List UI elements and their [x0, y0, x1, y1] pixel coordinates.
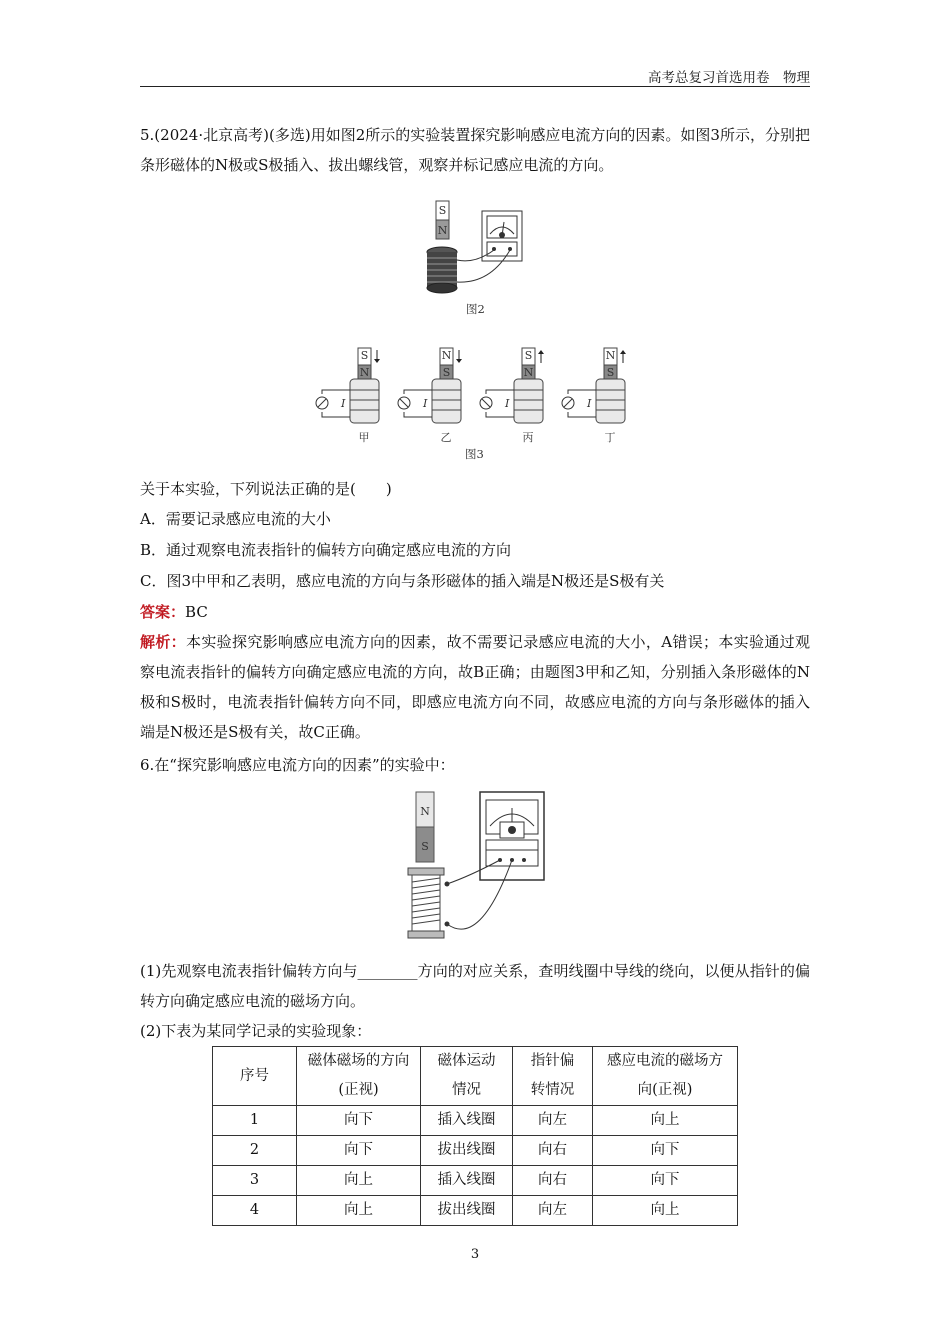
fig3-panel-label: 丙 — [522, 431, 534, 444]
figure-3-panels — [308, 343, 648, 449]
fig2-pole-top: S — [438, 204, 447, 217]
page-number: 3 — [470, 1247, 480, 1262]
fig3-pole: S — [442, 366, 451, 379]
table-cell: 向上 — [297, 1196, 421, 1226]
table-cell: 2 — [213, 1136, 297, 1166]
fig2-pole-bottom: N — [437, 224, 448, 237]
answer-label: 答案： — [140, 603, 186, 621]
table-cell: 向右 — [513, 1136, 593, 1166]
table-header-cell: 感应电流的磁场方向(正视) — [593, 1047, 738, 1106]
fig3-panel-label: 甲 — [358, 431, 370, 444]
table-header-cell: 磁体磁场的方向(正视) — [297, 1047, 421, 1106]
table-cell: 向上 — [593, 1196, 738, 1226]
table-cell: 向右 — [513, 1166, 593, 1196]
q5-option-c: C．图3中甲和乙表明，感应电流的方向与条形磁体的插入端是N极还是S极有关 — [140, 572, 665, 590]
table-header-cell: 序号 — [213, 1047, 297, 1106]
figure-3-caption: 图3 — [465, 447, 484, 461]
fig3-pole: N — [605, 349, 616, 362]
table-header-cell: 磁体运动情况 — [421, 1047, 513, 1106]
q5-analysis — [140, 627, 810, 747]
q6-pole-top: N — [420, 805, 430, 818]
fig3-panel-ding — [562, 348, 626, 444]
table-cell: 向上 — [297, 1166, 421, 1196]
header-rule — [140, 86, 810, 87]
table-cell: 向左 — [513, 1106, 593, 1136]
fig3-pole: N — [359, 366, 370, 379]
table-header-row — [213, 1047, 738, 1106]
fig3-panel-jia — [316, 348, 380, 444]
table-row — [213, 1196, 738, 1226]
fig3-panel-label: 丁 — [604, 431, 616, 444]
figure-2-apparatus — [420, 198, 530, 300]
page-header: 高考总复习首选用卷 物理 — [648, 70, 810, 86]
fig3-current: I — [505, 397, 510, 410]
table-cell: 拔出线圈 — [421, 1196, 513, 1226]
table-cell: 向下 — [297, 1136, 421, 1166]
q6-apparatus-figure — [400, 788, 550, 942]
fig3-current: I — [587, 397, 592, 410]
table-cell: 4 — [213, 1196, 297, 1226]
answer-value: BC — [185, 603, 208, 621]
table-cell: 插入线圈 — [421, 1106, 513, 1136]
q6-pole-bottom: S — [421, 840, 429, 853]
table-row — [213, 1106, 738, 1136]
fig3-pole: N — [441, 349, 452, 362]
table-cell: 向下 — [593, 1136, 738, 1166]
table-cell: 向下 — [297, 1106, 421, 1136]
fig3-panel-label: 乙 — [440, 431, 452, 444]
analysis-text: 本实验探究影响感应电流方向的因素，故不需要记录感应电流的大小，A错误；本实验通过观察电流表指针的偏转方向确定感应电流的方向，故B正确；由题图3甲和乙知，分别插入条形磁体的N极和S极时，电流表指针偏转方向不同，即感应电流方向不同，故感应电流的方向与条形磁体的插入端是N极还是S极有关，故C正确。 — [140, 633, 810, 741]
fig3-pole: S — [360, 349, 369, 362]
q6-part-2: (2)下表为某同学记录的实验现象： — [140, 1022, 372, 1040]
table-cell: 向左 — [513, 1196, 593, 1226]
q6-stem: 6.在“探究影响感应电流方向的因素”的实验中： — [140, 756, 455, 774]
q5-question: 关于本实验，下列说法正确的是( ) — [140, 480, 392, 498]
table-header-cell: 指针偏转情况 — [513, 1047, 593, 1106]
fig3-current: I — [423, 397, 428, 410]
fig3-panel-bing — [480, 348, 544, 444]
fig3-pole: S — [606, 366, 615, 379]
table-row — [213, 1166, 738, 1196]
q5-answer — [140, 597, 810, 627]
table-cell: 向下 — [593, 1166, 738, 1196]
analysis-label: 解析： — [140, 633, 186, 651]
table-cell: 1 — [213, 1106, 297, 1136]
table-cell: 插入线圈 — [421, 1166, 513, 1196]
experiment-record-table — [212, 1046, 738, 1226]
table-row — [213, 1136, 738, 1166]
q6-part-1: (1)先观察电流表指针偏转方向与________方向的对应关系，查明线圈中导线的绕向，以便从指针的偏转方向确定感应电流的磁场方向。 — [140, 962, 810, 1010]
table-cell: 向上 — [593, 1106, 738, 1136]
fig3-panel-yi — [398, 348, 462, 444]
table-cell: 拔出线圈 — [421, 1136, 513, 1166]
fig3-current: I — [341, 397, 346, 410]
q5-stem: 5.(2024·北京高考)(多选)用如图2所示的实验装置探究影响感应电流方向的因素。如图3所示，分别把条形磁体的N极或S极插入、拔出螺线管，观察并标记感应电流的方向。 — [140, 126, 810, 174]
q5-option-b: B．通过观察电流表指针的偏转方向确定感应电流的方向 — [140, 541, 512, 559]
table-cell: 3 — [213, 1166, 297, 1196]
fig3-pole: S — [524, 349, 533, 362]
fig3-pole: N — [523, 366, 534, 379]
figure-2-caption: 图2 — [466, 302, 485, 316]
q5-option-a: A．需要记录感应电流的大小 — [140, 510, 331, 528]
